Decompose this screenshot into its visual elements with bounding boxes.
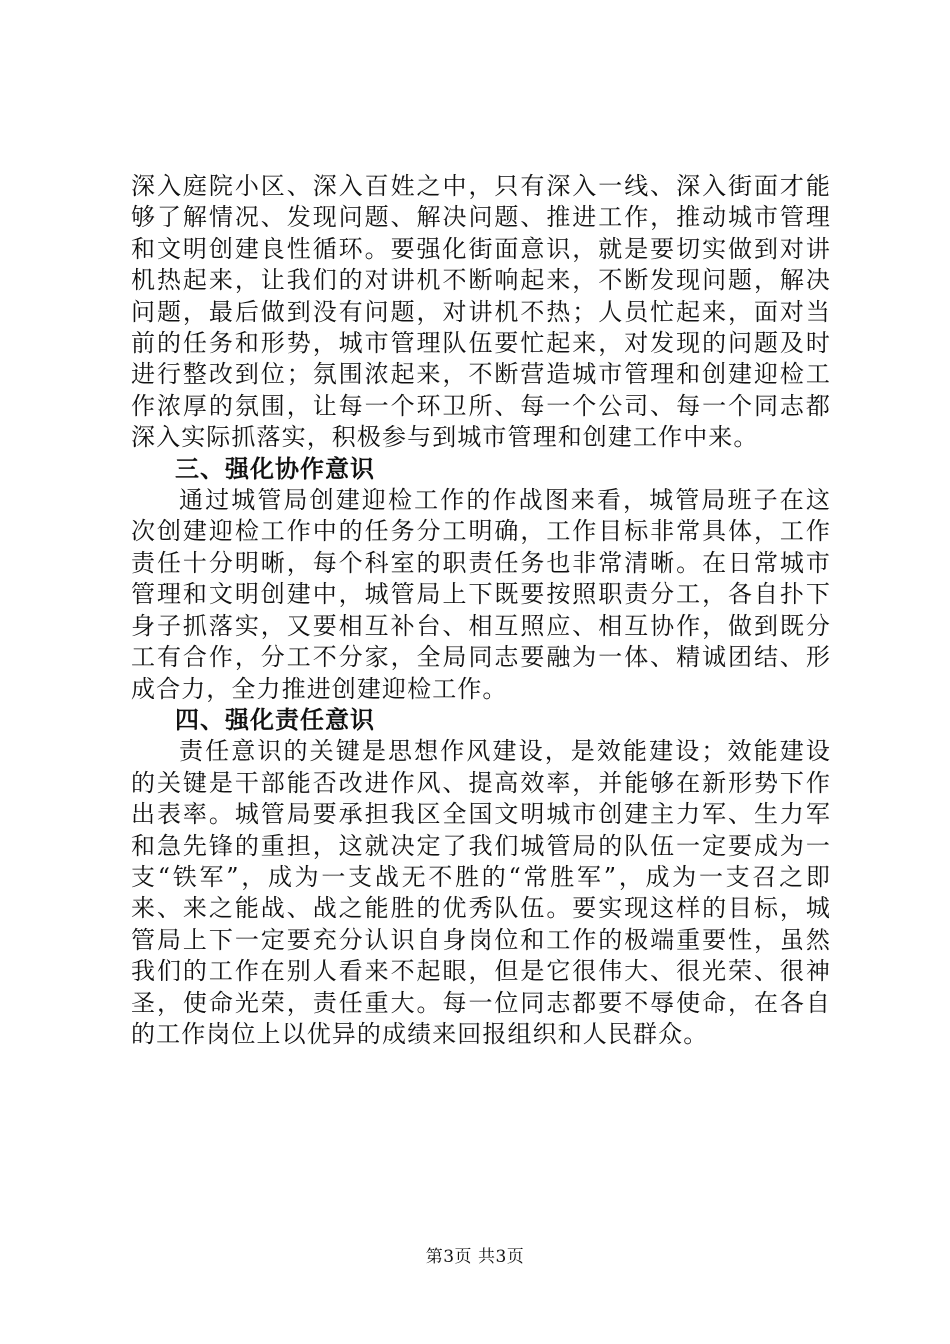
section-heading: 四、强化责任意识: [175, 705, 375, 734]
body-paragraph: 通过城管局创建迎检工作的作战图来看，城管局班子在这次创建迎检工作中的任务分工明确，工作目标非常具体，工作责任十分明晰，每个科室的职责任务也非常清晰。在日常城市管理和文明创建中，城管局上下既要按照职责分工，各自扑下身子抓落实，又要相互补台、相互照应、相互协作，做到既分工有合作，分工不分家，全局同志要融为一体、精诚团结、形成合力，全力推进创建迎检工作。: [131, 486, 831, 703]
body-paragraph: 深入庭院小区、深入百姓之中，只有深入一线、深入街面才能够了解情况、发现问题、解决问题、推进工作，推动城市管理和文明创建良性循环。要强化街面意识，就是要切实做到对讲机热起来，让我们的对讲机不断响起来，不断发现问题，解决问题，最后做到没有问题，对讲机不热；人员忙起来，面对当前的任务和形势，城市管理队伍要忙起来，对发现的问题及时进行整改到位；氛围浓起来，不断营造城市管理和创建迎检工作浓厚的氛围，让每一个环卫所、每一个公司、每一个同志都深入实际抓落实，积极参与到城市管理和创建工作中来。: [131, 172, 831, 452]
section-heading: 三、强化协作意识: [175, 454, 375, 483]
page-number-footer: 第3页 共3页: [425, 1247, 525, 1267]
body-paragraph: 责任意识的关键是思想作风建设，是效能建设；效能建设的关键是干部能否改进作风、提高效率，并能够在新形势下作出表率。城管局要承担我区全国文明城市创建主力军、生力军和急先锋的重担，这就决定了我们城管局的队伍一定要成为一支“铁军”，成为一支战无不胜的“常胜军”，成为一支召之即来、来之能战、战之能胜的优秀队伍。要实现这样的目标，城管局上下一定要充分认识自身岗位和工作的极端重要性，虽然我们的工作在别人看来不起眼，但是它很伟大、很光荣、很神圣，使命光荣，责任重大。每一位同志都要不辱使命，在各自的工作岗位上以优异的成绩来回报组织和人民群众。: [131, 737, 831, 1048]
document-body: [131, 171, 831, 1050]
